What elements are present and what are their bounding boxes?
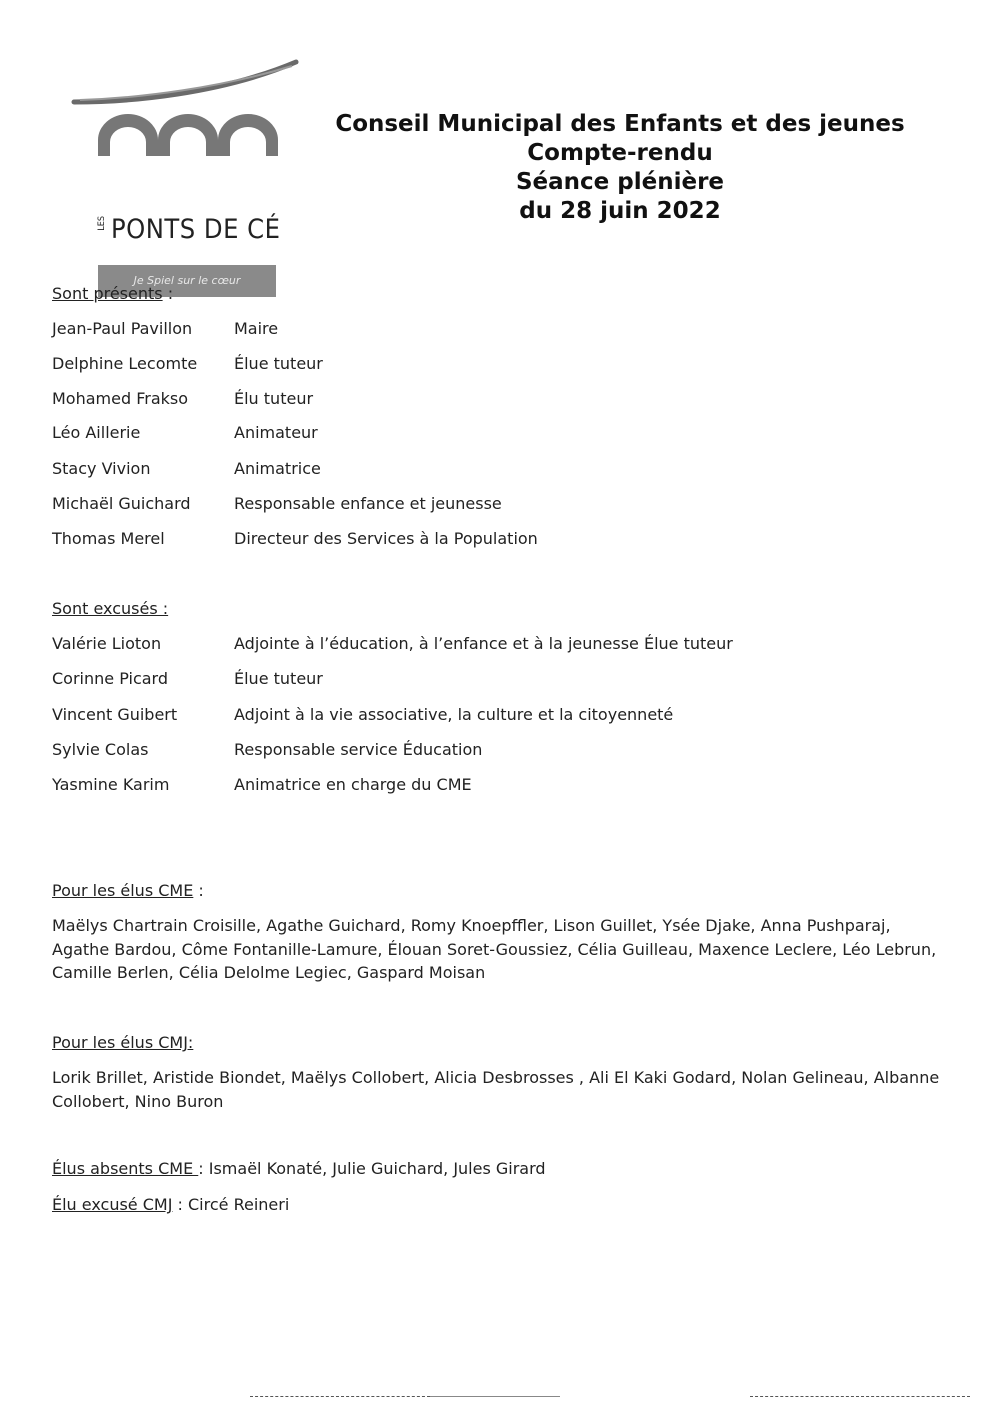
footer-divider xyxy=(750,1396,970,1398)
person-name: Vincent Guibert xyxy=(52,705,178,724)
person-role: Élue tuteur xyxy=(234,354,323,373)
presents-heading xyxy=(52,284,173,303)
person-role: Directeur des Services à la Population xyxy=(234,529,538,548)
presents-suffix: : xyxy=(162,284,174,303)
elus-cme-title: Pour les élus CME xyxy=(52,881,194,900)
title-line-1: Conseil Municipal des Enfants et des jeunes xyxy=(335,111,905,137)
elus-cme-list: Maëlys Chartrain Croisille, Agathe Guichard, Romy Knoepffler, Lison Guillet, Ysée Djake, Anna Pushparaj, Agathe Bardou, Côme Fontanille-Lamure, Élouan Soret-Goussiez, Célia Guilleau, Maxence Leclere, Léo Lebrun, Camille Berlen, Célia Delolme Legiec, Gaspard Moisan xyxy=(52,916,937,982)
person-name: Jean-Paul Pavillon xyxy=(52,319,193,338)
excuse-cmj-label: Élu excusé CMJ xyxy=(52,1195,173,1214)
ponts-de-ce-logo xyxy=(70,58,300,287)
person-name: Corinne Picard xyxy=(52,669,168,688)
absents-cme-line xyxy=(52,1159,546,1178)
title-line-2: Compte-rendu xyxy=(527,140,713,166)
elus-cme-suffix: : xyxy=(193,881,204,900)
title-line-4: du 28 juin 2022 xyxy=(519,198,721,224)
person-role: Responsable service Éducation xyxy=(234,740,483,759)
person-role: Animateur xyxy=(234,423,318,442)
person-name: Valérie Lioton xyxy=(52,634,162,653)
bridge-arches-icon xyxy=(70,58,300,218)
person-role: Animatrice en charge du CME xyxy=(234,775,472,794)
absents-cme-names: : Ismaël Konaté, Julie Guichard, Jules Girard xyxy=(198,1159,546,1178)
person-name: Mohamed Frakso xyxy=(52,389,189,408)
person-role: Élu tuteur xyxy=(234,389,314,408)
absents-cme-label: Élus absents CME xyxy=(52,1159,199,1178)
person-name: Michaël Guichard xyxy=(52,494,191,513)
elus-cmj-heading: Pour les élus CMJ: xyxy=(52,1033,194,1052)
person-name: Léo Aillerie xyxy=(52,423,141,442)
person-role: Adjointe à l’éducation, à l’enfance et à la jeunesse Élue tuteur xyxy=(234,634,733,653)
document-title xyxy=(320,110,920,226)
footer-divider xyxy=(430,1396,560,1398)
excuses-heading: Sont excusés : xyxy=(52,599,169,618)
person-name: Delphine Lecomte xyxy=(52,354,198,373)
person-role: Responsable enfance et jeunesse xyxy=(234,494,502,513)
person-name: Thomas Merel xyxy=(52,529,165,548)
footer-divider xyxy=(250,1396,430,1398)
person-name: Sylvie Colas xyxy=(52,740,149,759)
logo-tagline: Je Spiel sur le cœur xyxy=(98,265,276,297)
person-role: Élue tuteur xyxy=(234,669,323,688)
title-line-3: Séance plénière xyxy=(515,169,725,195)
person-role: Adjoint à la vie associative, la culture et la citoyenneté xyxy=(234,705,674,724)
person-name: Stacy Vivion xyxy=(52,459,151,478)
elus-cmj-list: Lorik Brillet, Aristide Biondet, Maëlys Collobert, Alicia Desbrosses , Ali El Kaki Godard, Nolan Gelineau, Albanne Collobert, Nino Buron xyxy=(52,1068,940,1111)
elus-cme-heading xyxy=(52,881,204,900)
person-role: Animatrice xyxy=(234,459,321,478)
logo-wordmark xyxy=(98,216,298,243)
person-name: Yasmine Karim xyxy=(52,775,170,794)
person-role: Maire xyxy=(234,319,279,338)
excuse-cmj-line xyxy=(52,1195,289,1214)
presents-title: Sont présents xyxy=(52,284,163,303)
logo-prefix: LES xyxy=(97,216,107,231)
logo-word: PONTS DE CÉ xyxy=(111,214,281,245)
excuse-cmj-names: : Circé Reineri xyxy=(172,1195,290,1214)
